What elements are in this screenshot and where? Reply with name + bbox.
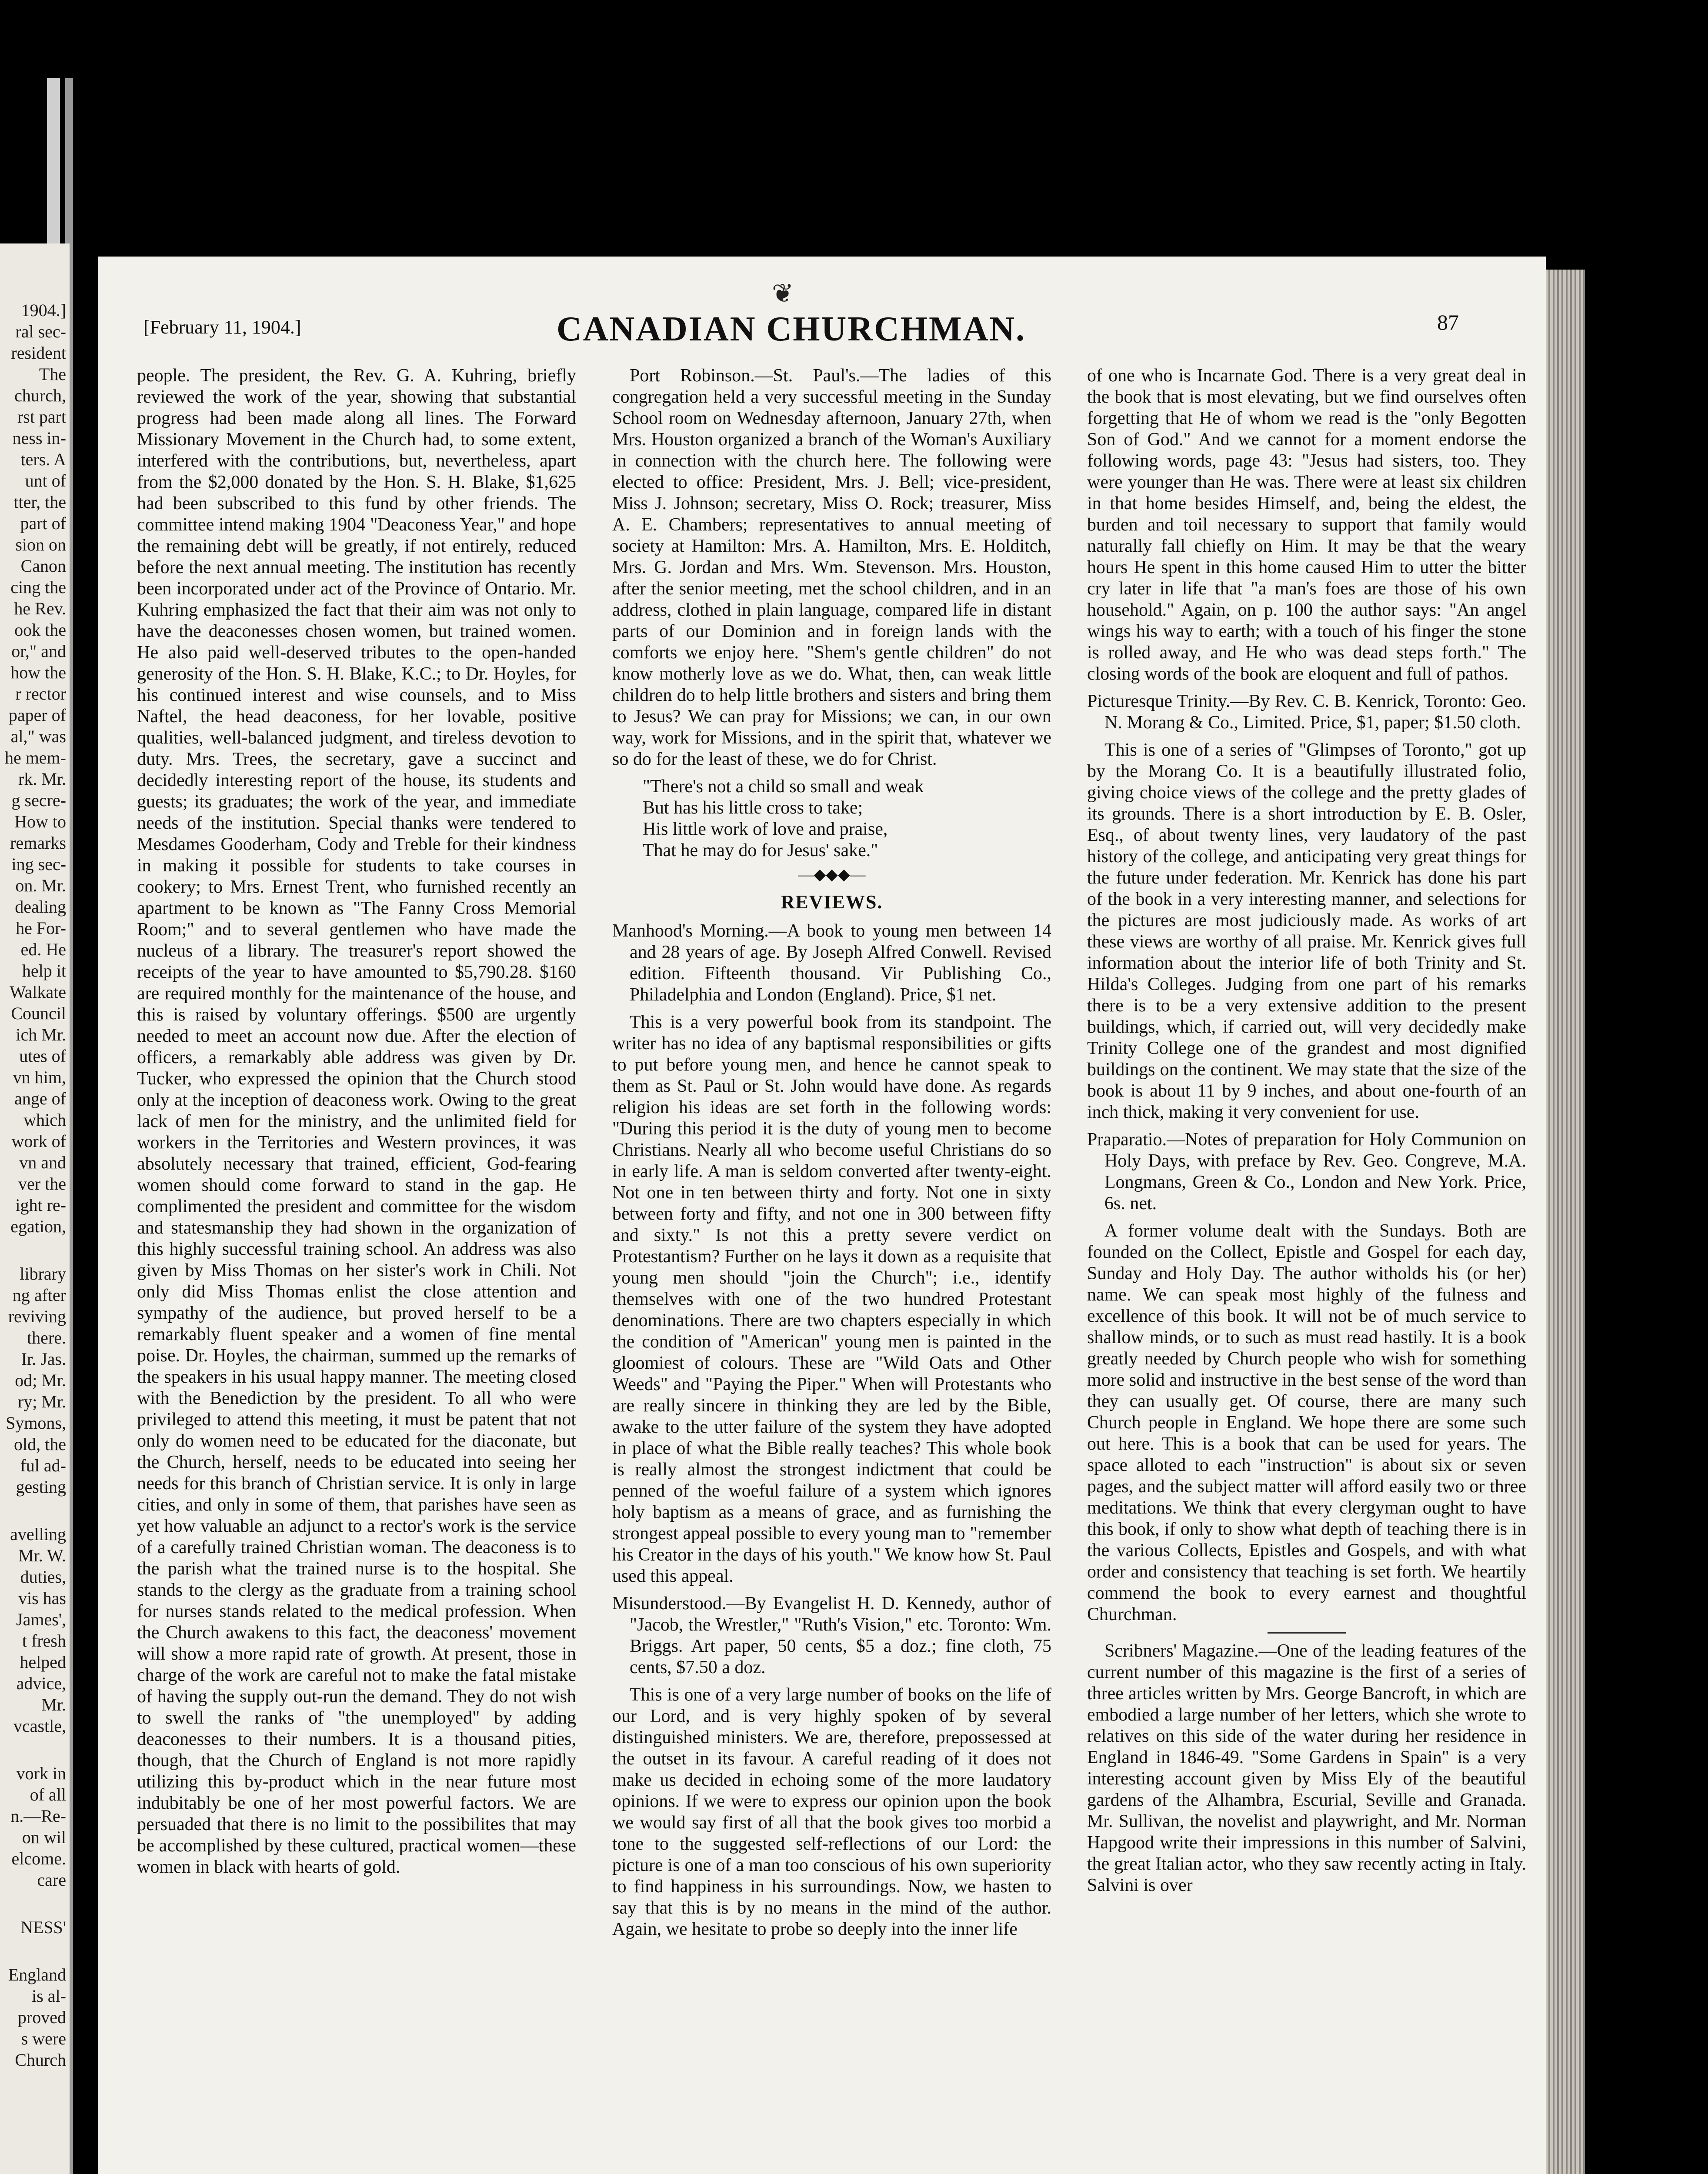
previous-page-fragment: avelling [10,1524,66,1544]
previous-page-fragment: duties, [20,1567,66,1587]
previous-page-fragment: Symons, [6,1413,66,1433]
review-paragraph: Scribners' Magazine.—One of the leading features of the current number of this magazine is the first of a series of three articles written by Mrs. George Bancroft, in which are embodied a large number of her letters, which she wrote to relatives on this side of the water during her residence in England in 1846-49. "Some Gardens in Spain" is a very interesting account given by Miss Ely of the beautiful gardens of the Alhambra, Escurial, Seville and Granada. Mr. Sullivan, the novelist and playwright, and Mr. Norman Hapgood write their impressions in this number of Salvini, the great Italian actor, who they saw recently acting in Italy. Salvini is over [1087,1641,1526,1895]
previous-page-fragment: ness in- [12,428,66,448]
previous-page-fragment: library [20,1264,66,1284]
previous-page-fragment: How to [14,812,66,831]
poem-line: "There's not a child so small and weak [643,777,924,797]
previous-page-fragment: gesting [16,1477,66,1497]
previous-page-fragment: s were [21,2029,66,2048]
review-paragraph: This is one of a series of "Glimpses of Toronto," got up by the Morang Co. It is a beautifully illustrated folio, giving choice views of the college and the pretty glades of its grounds. There is a short introduction by E. B. Osler, Esq., of about twenty lines, very laudatory of the past history of the college, and anticipating very great things for the future under federation. Mr. Kenrick has done his part of the book in a very interesting manner, and selections for the pictures are most judiciously made. As works of art these views are worthy of all praise. Mr. Kenrick gives full information about the interior life of both Trinity and St. Hilda's Colleges. Judging from one part of his remarks there is to be a very extensive addition to the present buildings, which, if carried out, will very decidedly make Trinity College one of the grandest and most dignified buildings on the continent. We may state that the size of the book is about 11 by 9 inches, and about one-fourth of an inch thick, making it very convenient for use. [1087,740,1526,1122]
review-paragraph: This is one of a very large number of books on the life of our Lord, and is very highly spoken of by several distinguished ministers. We are, therefore, prepossessed at the outset in its favour. A careful reading of it does not make us decided in echoing some of the more laudatory opinions. If we were to express our opinion upon the book we would say first of all that the book gives too morbid a tone to the suggested self-reflections of our Lord: the picture is one of a man too conscious of his own superiority to find happiness in his surroundings. Now, we hasten to say that this is by no means in the mind of the author. Again, we hesitate to probe so deeply into the inner life [612,1685,1051,1939]
book-listing: Misunderstood.—By Evangelist H. D. Kennedy, author of "Jacob, the Wrestler," "Ruth's Vision," etc. Toronto: Wm. Briggs. Art paper, 50 cents, $5 a doz.; fine cloth, 75 cents, $7.50 a doz. [612,1594,1051,1677]
previous-page-fragment: ry; Mr. [17,1392,66,1411]
previous-page-fragment: ook the [14,620,66,640]
column-2 [612,365,1051,1946]
previous-page-fragment: rk. Mr. [18,769,66,789]
previous-page-fragment: vcastle, [13,1716,66,1736]
previous-page-fragment: help it [22,961,66,980]
previous-page-fragment: ral sec- [15,322,66,341]
previous-page-fragment: James', [16,1610,66,1629]
previous-page-fragment: vn him, [13,1067,66,1087]
previous-page-fragment: remarks [10,833,66,853]
previous-page-fragment: ich Mr. [16,1025,66,1044]
previous-page-fragment: on wil [22,1827,66,1847]
previous-page-fragment: 1904.] [21,300,66,320]
previous-page-fragment: there. [27,1328,66,1347]
ornamental-rule-icon: —◆◆◆— [798,866,866,883]
previous-page-fragment: sion on [15,535,66,554]
previous-page-fragment: Canon [20,556,66,576]
poem [643,776,1051,861]
previous-page-fragment: part of [20,513,66,533]
book-listing: Picturesque Trinity.—By Rev. C. B. Kenrick, Toronto: Geo. N. Morang & Co., Limited. Price, $1, paper; $1.50 cloth. [1087,691,1526,733]
previous-page-fragment: ver the [18,1174,66,1194]
column-1 [137,365,576,1884]
page-edges [1546,270,1585,2174]
deaconess-report-paragraph: people. The president, the Rev. G. A. Kuhring, briefly reviewed the work of the year, showing that substantial progress had been made along all lines. The Forward Missionary Movement in the Church had, to some extent, interfered with the contributions, but, nevertheless, apart from the $2,000 donated by the Hon. S. H. Blake, $1,625 had been subscribed to this fund by other friends. The committee intend making 1904 "Deaconess Year," and hope the remaining debt will be greatly, if not entirely, reduced before the next annual meeting. The institution has recently been incorporated under act of the Province of Ontario. Mr. Kuhring emphasized the fact that their aim was not only to have the deaconesses chosen women, but trained women. He also paid well-deserved tributes to the open-handed generosity of the Hon. S. H. Blake, K.C.; to Dr. Hoyles, for his continued interest and wise counsels, and to Miss Naftel, the head deaconess, for her lovable, positive qualities, well-balanced judgment, and tireless devotion to duty. Mrs. Trees, the secretary, gave a succinct and decidedly interesting report of the house, its students and guests; its graduates; the work of the year, and immediate needs of the institution. Special thanks were tendered to Mesdames Gooderham, Cody and Treble for their kindness in making it possible for students to take courses in cookery; to Mrs. Ernest Trent, who furnished recently an apartment to be known as "The Fanny Cross Memorial Room;" and to several gentlemen who have made the nucleus of a library. The treasurer's report showed the receipts of the year to have amounted to $5,790.28. $160 are required monthly for the maintenance of the house, and this is raised by voluntary offerings. $500 are urgently needed to meet an account now due. After the election of officers, a remarkably able address was given by Dr. Tucker, who expressed the opinion that the Church stood only at the inception of deaconess work. Owing to the great lack of men for the ministry, and the unlimited field for workers in the Territories and Western provinces, it was absolutely necessary that trained, efficient, God-fearing women should come forward to stand in the gap. He complimented the president and committee for the wisdom and statesmanship they had shown in the organization of this highly successful training school. An address was also given by Miss Thomas on her sister's work in Chili. Not only did Miss Thomas enlist the close attention and sympathy of the audience, but proved herself to be a remarkably fluent speaker and a women of fine mental poise. Dr. Hoyles, the chairman, summed up the remarks of the speakers in his usual happy manner. The meeting closed with the Benediction by the president. To all who were privileged to attend this meeting, it must be patent that not only do women need to be educated for the diaconate, but the Church, herself, needs to be educated into seeing her needs for this branch of Christian service. It is only in large cities, and only in some of them, that parishes have seen as yet how valuable an adjunct to a rector's work is the service of a carefully trained Christian woman. The deaconess is to the parish what the trained nurse is to the hospital. She stands to the clergy as the graduate from a training school for nurses stands related to the medical profession. When the Church awakens to this fact, the deaconess' movement will show a more rapid rate of growth. At present, those in charge of the work are careful not to make the fatal mistake of having the supply out-run the demand. They do not wish to swell the ranks of "the unemployed" by adding deaconesses to their numbers. It is a thousand pities, though, that the Church of England is not more rapidly utilizing this by-product which in the near future most indubitably be one of her most powerful factors. We are persuaded that there is no limit to the possibilites that may be accomplished by these cultured, practical women—these women in black with hearts of gold. [137,366,576,1877]
previous-page-fragment: utes of [19,1046,66,1066]
previous-page-fragment: helped [20,1652,66,1672]
page-number: 87 [1437,310,1459,334]
previous-page-fragment: England [8,1965,66,1984]
previous-page-fragment: cing the [10,577,66,597]
previous-page-fragment: how the [10,663,66,682]
book-listing: Praparatio.—Notes of preparation for Holy Communion on Holy Days, with preface by Rev. Geo. Congreve, M.A. Longmans, Green & Co., London and New York. Price, 6s. net. [1087,1130,1526,1214]
previous-page-fragment: is al- [32,1986,66,2006]
book-listing: Manhood's Morning.—A book to young men between 14 and 28 years of age. By Joseph Alfred Conwell. Revised edition. Fifteenth thousand. Vir Publishing Co., Philadelphia and London (England). Price, $1 net. [612,921,1051,1005]
previous-page-fragment: care [37,1870,66,1890]
previous-page-fragment: vn and [19,1153,66,1172]
previous-page-fragment: he mem- [4,748,66,767]
review-paragraph: A former volume dealt with the Sundays. Both are founded on the Collect, Epistle and Gospel for each day, Sunday and Holy Day. The author witholds his (or her) name. We can speak most highly of the fulness and excellence of this book. It will not be of much service to shallow minds, or to such as must read hastily. It is a book greatly needed by Church people who wish for something more solid and instructive in the best sense of the word than they can usually get. Of course, there are many such Church people in England. We hope there are some such out here. This is a book that can be used for years. The space alloted to each "instruction" is about six or seven pages, and the subject matter will afford easily two or three meditations. We think that every clergyman ought to have this book, if only to show what depth of teaching there is in the various Collects, Epistles and Gospels, and with what order and consistency that teaching is set forth. We heartily commend the book to every earnest and thoughtful Churchman. [1087,1221,1526,1624]
previous-page-fragment: proved [17,2007,66,2027]
previous-page-fragment: NESS' [20,1917,66,1937]
previous-page-fragment: paper of [8,705,66,725]
separator-rule [1268,1632,1346,1634]
previous-page-fragment: which [23,1110,66,1130]
previous-page-fragment: ange of [14,1089,66,1108]
previous-page-edge [0,243,70,2174]
previous-page-fragment: n.—Re- [10,1806,66,1826]
previous-page-fragment: tter, the [13,492,66,512]
previous-page-fragment: vork in [16,1764,66,1783]
port-robinson-paragraph: Port Robinson.—St. Paul's.—The ladies of this congregation held a very successful meeting in the Sunday School room on Wednesday afternoon, January 27th, when Mrs. Houston organized a branch of the Woman's Auxiliary in connection with the church here. The following were elected to office: President, Mrs. J. Bell; vice-president, Miss J. Johnson; secretary, Miss O. Rock; treasurer, Miss A. E. Chambers; representatives to annual meeting of society at Hamilton: Mrs. A. Hamilton, Mrs. E. Holditch, Mrs. G. Jordan and Mrs. Wm. Stevenson. Mrs. Houston, after the senior meeting, met the school children, and in an address, clothed in plain language, compared life in distant parts of our Dominion and in foreign lands with the comforts we enjoy here. "Shem's gentle children" do not know motherly love as we do. What, then, can weak little children do to help little brothers and sisters and bring them to Jesus? We can pray for Missions; we can, in our own way, work for Missions, and in the spirit that, whatever we so do for the least of these, we do for Christ. [612,366,1051,769]
reviews-heading: REVIEWS. [781,891,883,913]
previous-page-fragment: Walkate [9,982,66,1002]
previous-page-fragment: ters. A [20,450,66,469]
previous-page-fragment: g secre- [11,790,66,810]
review-continuation: of one who is Incarnate God. There is a very great deal in the book that is most elevating, but we find ourselves often forgetting that He of whom we read is the "only Begotten Son of God." And we cannot for a moment endorse the following words, page 43: "Jesus had sisters, too. They were younger than He was. There were at least six children in that home besides Himself, and, being the eldest, the burden and toil necessary to support that family would naturally fall chiefly on Him. It may be that the weary hours He spent in this home caused Him to utter the bitter cry later in life that "a man's foes are those of his own household." Again, on p. 100 the author says: "An angel wings his way to earth; with a touch of his finger the stone is rolled away, and He who was dead steps forth." The closing words of the book are eloquent and full of pathos. [1087,366,1526,684]
header-ornament-icon: ❦ [772,279,794,308]
previous-page-fragment: ed. He [20,940,66,959]
previous-page-fragment: advice, [16,1674,66,1693]
previous-page-fragment: of all [30,1785,66,1804]
previous-page-fragment: on. Mr. [15,876,66,895]
previous-page-fragment: ng after [12,1285,66,1305]
poem-line: But has his little cross to take; [643,798,863,818]
previous-page-fragment: od; Mr. [15,1370,66,1390]
previous-page-fragment: The [39,364,66,384]
previous-page-fragment: ing sec- [11,854,66,874]
previous-page-fragment: work of [11,1131,66,1151]
previous-page-fragment: Mr. [41,1695,66,1714]
previous-page-fragment: t fresh [22,1631,66,1651]
previous-page-fragment: church, [14,386,66,405]
previous-page-fragment: al," was [10,727,66,746]
previous-page-fragment: elcome. [11,1849,66,1868]
previous-page-fragment: rst part [17,407,66,427]
previous-page-fragment: Ir. Jas. [21,1349,66,1369]
previous-page-fragment: ight re- [15,1195,66,1215]
previous-page-fragment: Mr. W. [18,1546,66,1565]
column-3 [1087,365,1526,1902]
previous-page-fragment: ful ad- [20,1456,66,1475]
previous-page-fragment: unt of [25,471,66,490]
masthead-title: CANADIAN CHURCHMAN. [557,310,1026,348]
previous-page-fragment: egation, [10,1217,66,1236]
poem-line: That he may do for Jesus' sake." [643,840,878,860]
previous-page-fragment: he Rev. [14,599,66,618]
previous-page-fragment: Council [11,1004,66,1023]
previous-page-fragment: Church [15,2050,66,2070]
review-paragraph: This is a very powerful book from its standpoint. The writer has no idea of any baptismal responsibilities or gifts to put before young men, and hence he cannot speak to them as St. Paul or St. John would have done. As regards religion his ideas are set forth in the following words: "During this period it is the duty of young men to become Christians. Nearly all who become useful Christians do so in early life. A man is seldom converted after twenty-eight. Not one in ten between thirty and forty. Not one in sixty between forty and fifty, and not one in 300 between fifty and sixty." Is not this a pretty severe verdict on Protestantism? Further on he lays it down as a requisite that young men should "join the Church"; i.e., identify themselves with one of the two hundred Protestant denominations. There are two chapters especially in which the condition of "American" young men is painted in the gloomiest of colours. These are "Wild Oats and Other Weeds" and "Paying the Piper." When will Protestants who are really sincere in thinking they are led by the Bible, awake to the utter failure of the system they have adopted in place of what the Bible really teaches? This whole book is really almost the strongest indictment that could be penned of the woeful failure of a system which ignores holy baptism as a means of grace, and as furnishing the strongest appeal possible to every young man to "remember his Creator in the days of his youth." We know how St. Paul used this appeal. [612,1012,1051,1586]
previous-page-fragment: old, the [14,1434,66,1454]
previous-page-fragment: vis has [18,1588,66,1608]
previous-page-fragment: resident [11,343,66,363]
previous-page-fragment: r rector [15,684,66,704]
header-date: [February 11, 1904.] [143,317,301,338]
previous-page-fragment: or," and [11,641,66,661]
previous-page-fragment: he For- [16,918,66,938]
previous-page-fragment: dealing [15,897,66,917]
poem-line: His little work of love and praise, [643,819,888,839]
previous-page-fragment: reviving [8,1307,66,1326]
